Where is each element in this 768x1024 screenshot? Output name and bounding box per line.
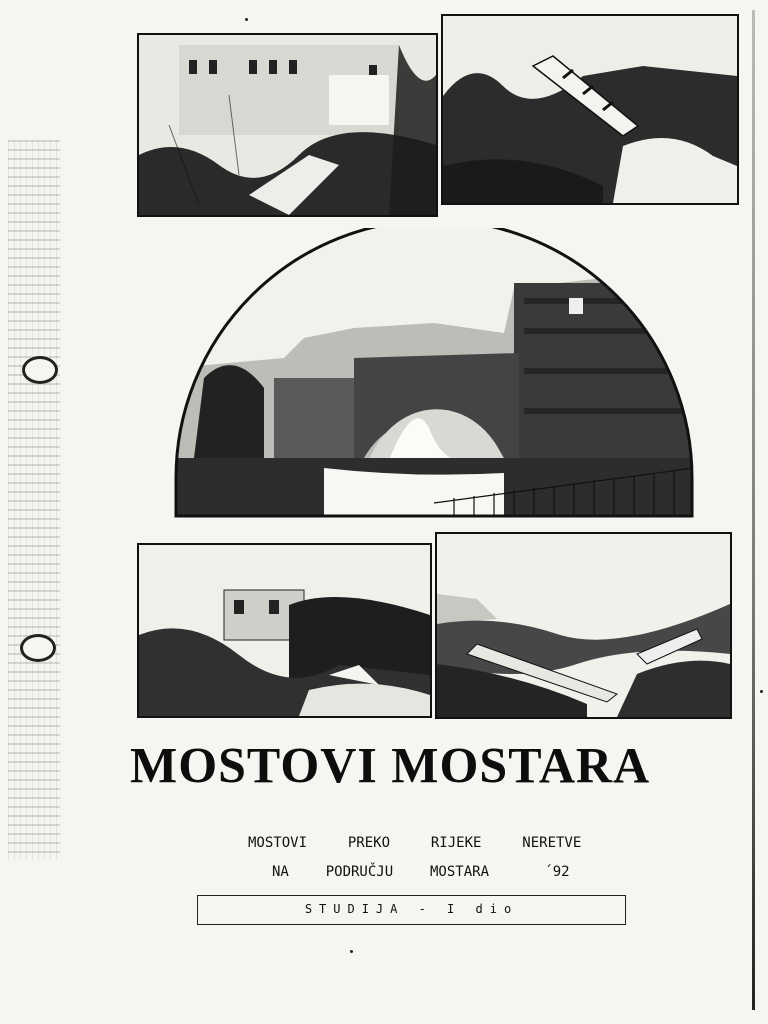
page-edge [752,10,755,1010]
study-label: STUDIJA - I dio [304,902,519,916]
binding-strip [8,140,60,860]
ink-speck [245,18,248,21]
ink-speck [760,690,763,693]
destroyed-building-photo [137,33,438,217]
subtitle-line-2: NA PODRUČJU MOSTARA ´92 [272,864,570,880]
binder-ring-icon [22,356,58,384]
subtitle-line-1: MOSTOVI PREKO RIJEKE NERETVE [248,835,582,851]
old-bridge-arch-photo [174,228,694,518]
ruined-riverbank-photo [137,543,432,718]
study-label-box [197,895,626,925]
binder-ring-icon [20,634,56,662]
destroyed-bridge-river-photo [435,532,732,719]
document-title: MOSTOVI MOSTARA [130,736,651,794]
ink-speck [350,950,353,953]
collapsed-bridge-photo [441,14,739,205]
